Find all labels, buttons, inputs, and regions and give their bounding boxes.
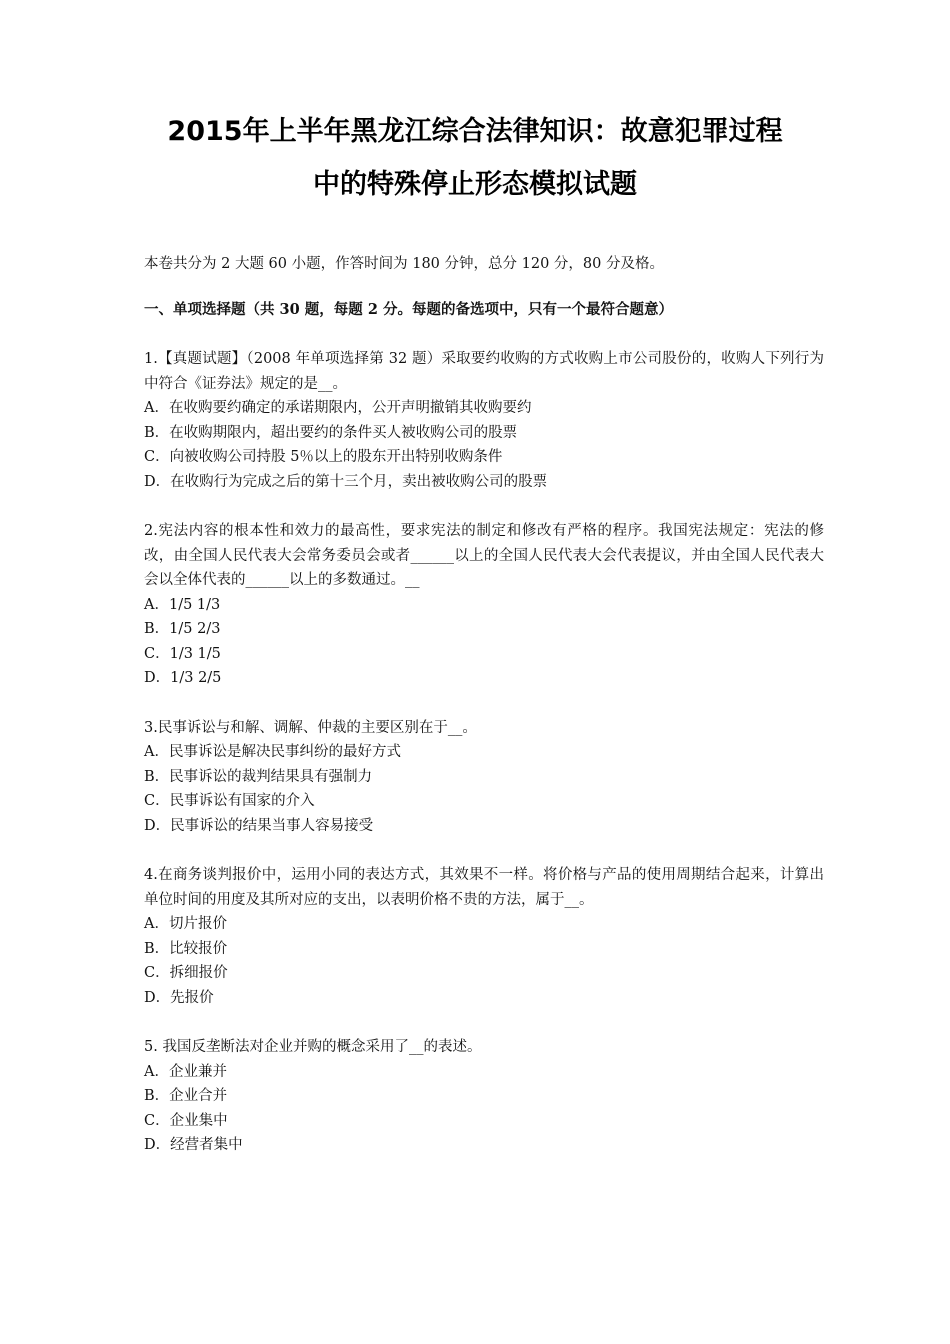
question-stem: 2.宪法内容的根本性和效力的最高性，要求宪法的制定和修改有严格的程序。我国宪法规定：宪法的修改，由全国人民代表大会常务委员会或者______以上的全国人民代表大会代表提议，并由全国人民代表大会以全体代表的______以上的多数通过。__: [144, 523, 824, 588]
section-heading: 一、单项选择题（共 30 题，每题 2 分。每题的备选项中，只有一个最符合题意）: [144, 300, 673, 318]
question-item: [144, 519, 824, 691]
question-item: [144, 716, 824, 839]
option-b: B．比较报价: [144, 940, 228, 957]
option-c: C．向被收购公司持股 5％以上的股东开出特别收购条件: [144, 449, 503, 465]
option-list: [144, 740, 824, 838]
option-a: A．1/5 1/3: [144, 596, 221, 613]
exam-intro: 本卷共分为 2 大题 60 小题，作答时间为 180 分钟，总分 120 分，80 分及格。: [144, 256, 664, 272]
option-list: [144, 1060, 824, 1158]
question-item: [144, 863, 824, 1010]
option-d: D．在收购行为完成之后的第十三个月，卖出被收购公司的股票: [144, 473, 548, 490]
document-body: [144, 252, 824, 1158]
option-b: B．1/5 2/3: [144, 621, 221, 637]
option-c: C．1/3 1/5: [144, 645, 221, 662]
option-d: D．1/3 2/5: [144, 670, 222, 686]
option-a: A．企业兼并: [144, 1063, 227, 1080]
option-b: B．民事诉讼的裁判结果具有强制力: [144, 768, 373, 785]
question-stem: 1.【真题试题】（2008 年单项选择第 32 题）采取要约收购的方式收购上市公司股份的，收购人下列行为中符合《证券法》规定的是__。: [144, 351, 824, 392]
option-d: D．经营者集中: [144, 1137, 243, 1153]
option-a: A．民事诉讼是解决民事纠纷的最好方式: [144, 744, 401, 760]
question-stem: 5. 我国反垄断法对企业并购的概念采用了__的表述。: [144, 1039, 482, 1055]
question-stem: 4.在商务谈判报价中，运用小同的表达方式，其效果不一样。将价格与产品的使用周期结合起来，计算出单位时间的用度及其所对应的支出，以表明价格不贵的方法，属于__。: [144, 867, 824, 908]
option-c: C．民事诉讼有国家的介入: [144, 793, 315, 809]
option-c: C．拆细报价: [144, 965, 228, 981]
question-item: [144, 347, 824, 494]
question-stem: 3.民事诉讼与和解、调解、仲裁的主要区别在于__。: [144, 719, 477, 736]
option-d: D．民事诉讼的结果当事人容易接受: [144, 817, 374, 834]
option-d: D．先报价: [144, 989, 214, 1006]
option-list: [144, 396, 824, 494]
option-b: B．在收购期限内，超出要约的条件买人被收购公司的股票: [144, 424, 518, 441]
option-a: A．切片报价: [144, 916, 227, 932]
option-list: [144, 912, 824, 1010]
document-title-line-2: 中的特殊停止形态模拟试题: [313, 169, 637, 200]
document-title-line-1: 2015年上半年黑龙江综合法律知识：故意犯罪过程: [167, 116, 783, 147]
option-list: [144, 593, 824, 691]
option-a: A．在收购要约确定的承诺期限内，公开声明撤销其收购要约: [144, 400, 532, 416]
option-c: C．企业集中: [144, 1112, 228, 1129]
question-item: [144, 1035, 824, 1158]
option-b: B．企业合并: [144, 1088, 228, 1104]
